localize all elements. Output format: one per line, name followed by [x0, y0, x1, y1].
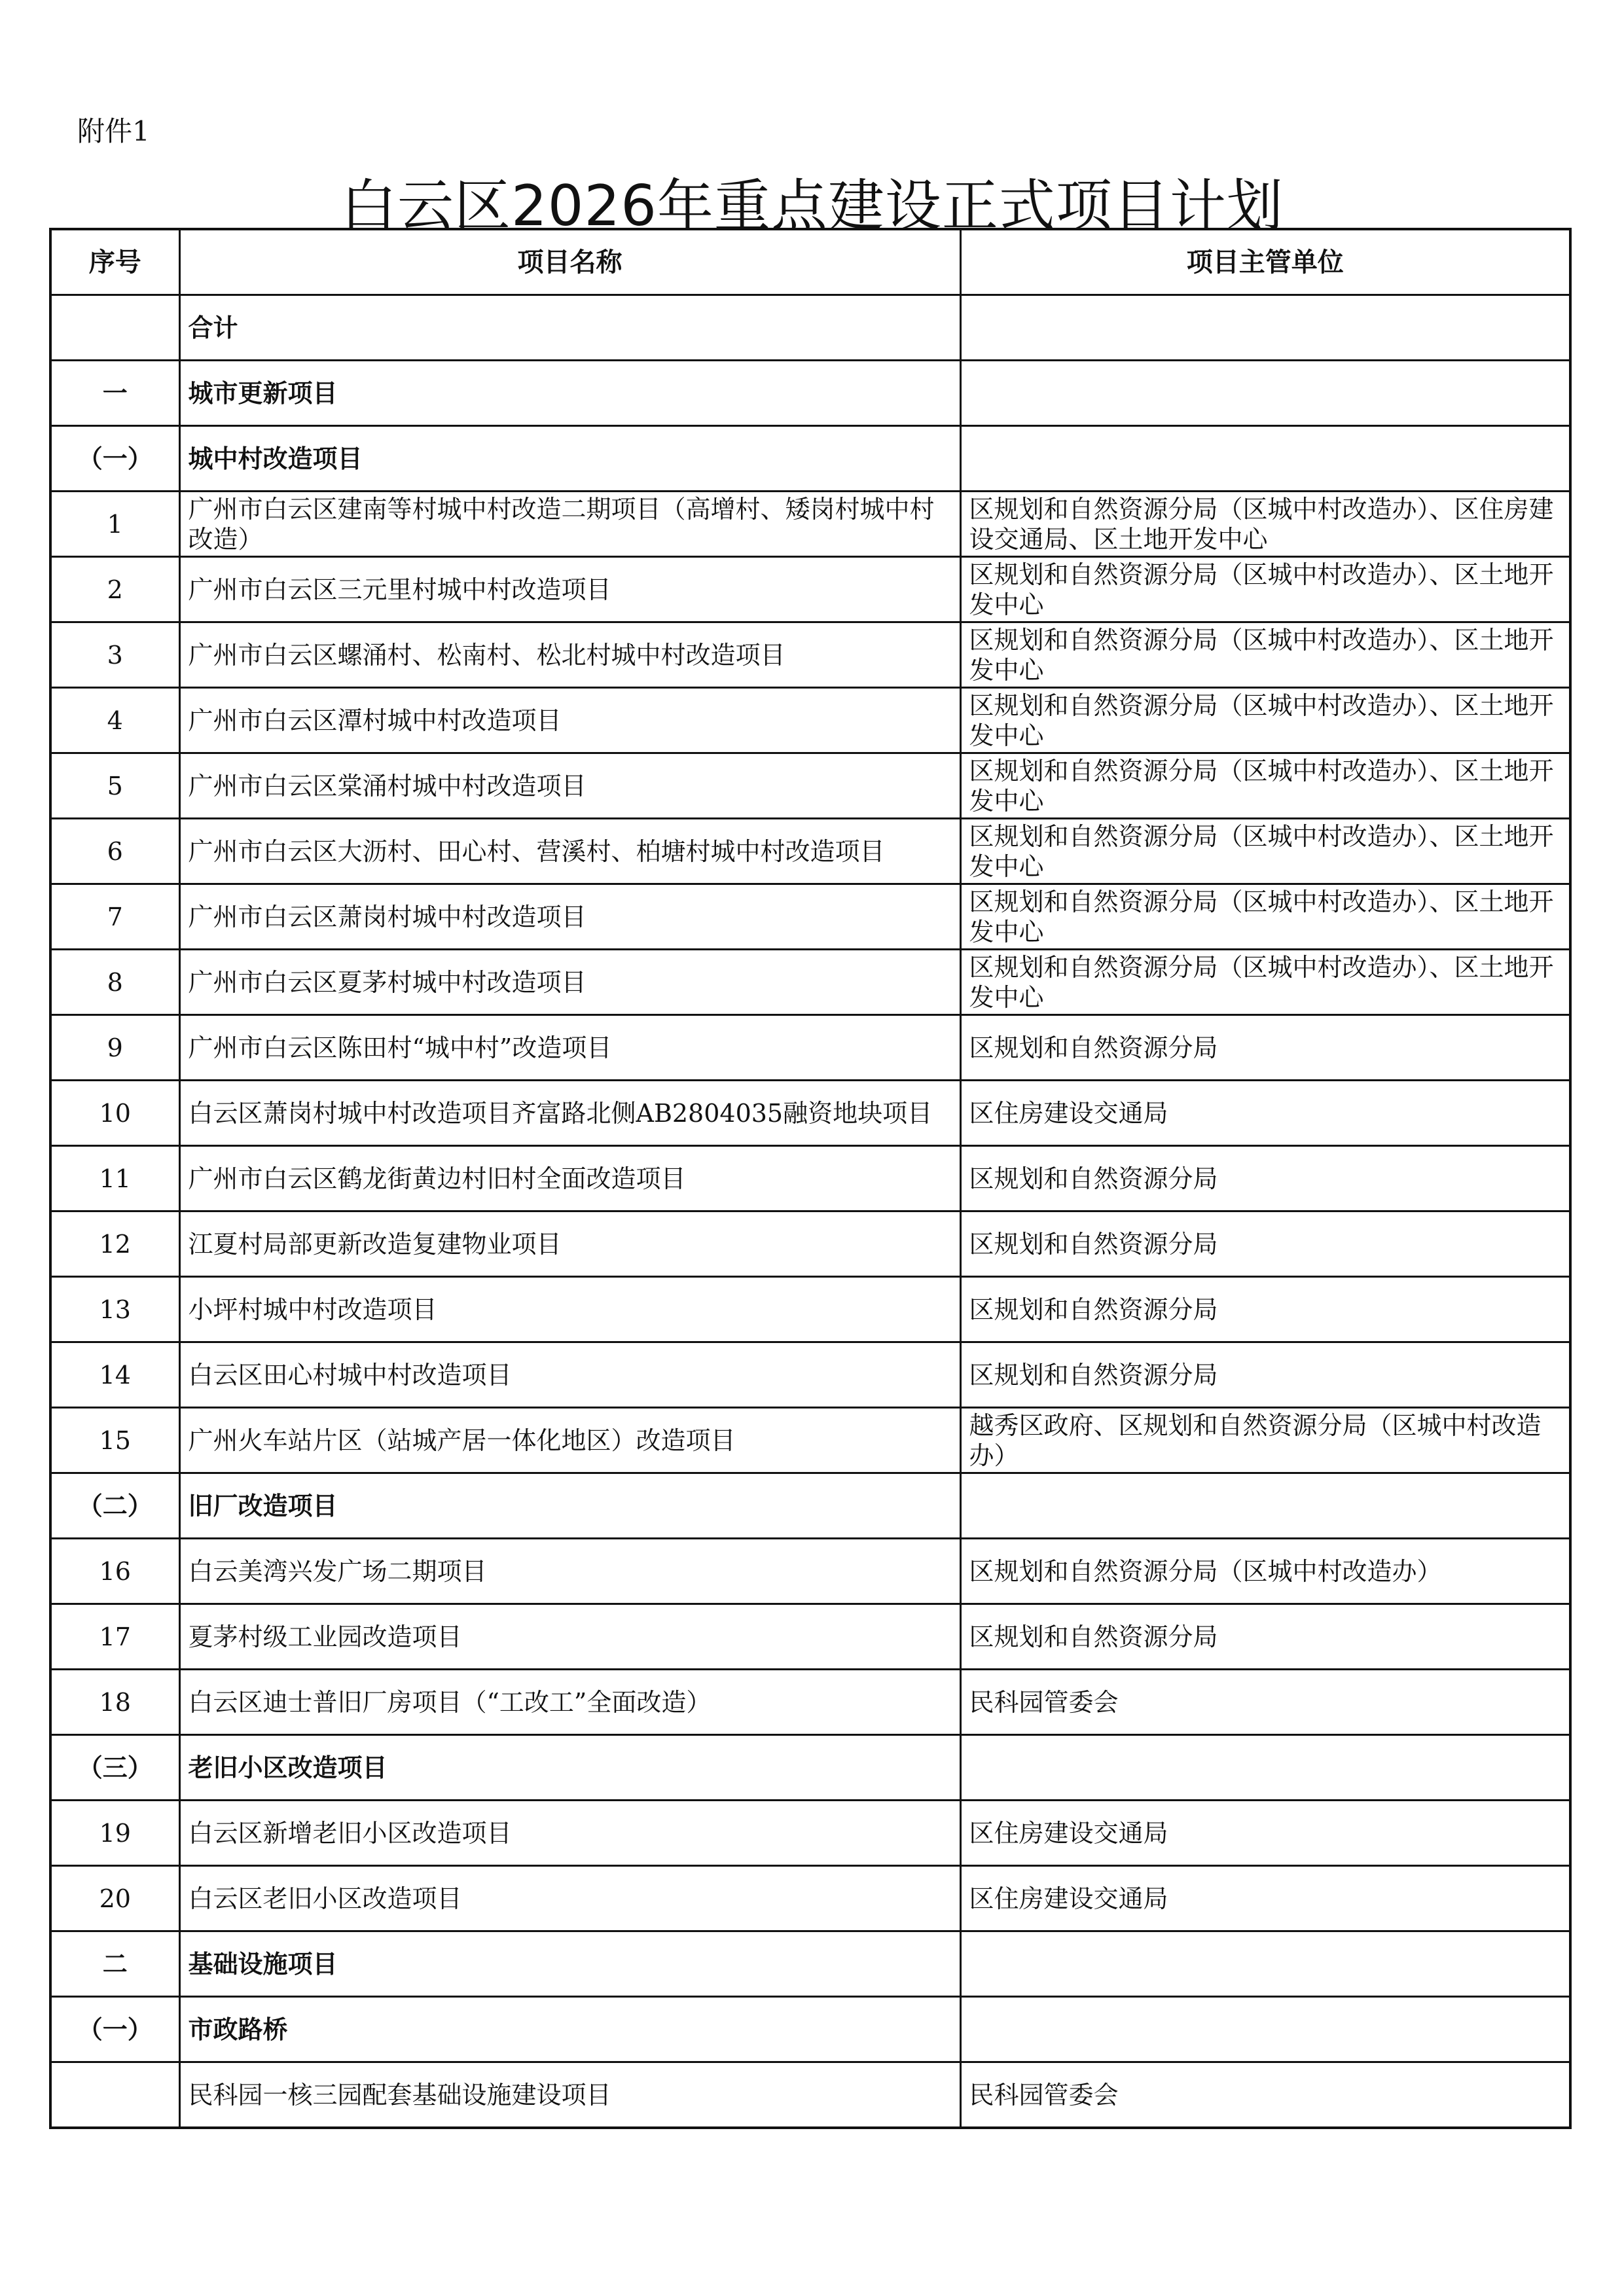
responsible-unit — [960, 1931, 1570, 1997]
row-number: 12 — [50, 1211, 179, 1277]
project-name: 广州市白云区夏茅村城中村改造项目 — [179, 950, 960, 1015]
project-name: 广州市白云区棠涌村城中村改造项目 — [179, 753, 960, 819]
project-name: 小坪村城中村改造项目 — [179, 1277, 960, 1342]
responsible-unit: 区规划和自然资源分局（区城中村改造办）、区土地开发中心 — [960, 622, 1570, 688]
responsible-unit: 区规划和自然资源分局（区城中村改造办）、区土地开发中心 — [960, 688, 1570, 753]
project-name: 老旧小区改造项目 — [179, 1735, 960, 1801]
row-number: 8 — [50, 950, 179, 1015]
project-name: 广州市白云区大沥村、田心村、营溪村、柏塘村城中村改造项目 — [179, 819, 960, 884]
responsible-unit: 区规划和自然资源分局 — [960, 1277, 1570, 1342]
table-row — [50, 2062, 1570, 2128]
table-row — [50, 1931, 1570, 1997]
row-number: 14 — [50, 1342, 179, 1408]
table-row — [50, 950, 1570, 1015]
table-row — [50, 753, 1570, 819]
table-row — [50, 884, 1570, 950]
responsible-unit: 区规划和自然资源分局 — [960, 1146, 1570, 1211]
row-number: 2 — [50, 557, 179, 622]
table-row — [50, 1866, 1570, 1931]
table-row — [50, 622, 1570, 688]
project-name: 合计 — [179, 295, 960, 361]
responsible-unit: 民科园管委会 — [960, 2062, 1570, 2128]
row-number: 17 — [50, 1604, 179, 1670]
table-row — [50, 1539, 1570, 1604]
responsible-unit: 民科园管委会 — [960, 1670, 1570, 1735]
responsible-unit: 区住房建设交通局 — [960, 1866, 1570, 1931]
table-row — [50, 819, 1570, 884]
header-unit: 项目主管单位 — [960, 229, 1570, 295]
responsible-unit — [960, 1735, 1570, 1801]
header-no: 序号 — [50, 229, 179, 295]
project-table — [49, 228, 1572, 2129]
row-number: 15 — [50, 1408, 179, 1473]
row-number: （三） — [50, 1735, 179, 1801]
row-number: （一） — [50, 426, 179, 492]
row-number: （二） — [50, 1473, 179, 1539]
row-number: 9 — [50, 1015, 179, 1081]
project-name: 基础设施项目 — [179, 1931, 960, 1997]
responsible-unit: 区规划和自然资源分局（区城中村改造办）、区土地开发中心 — [960, 557, 1570, 622]
responsible-unit: 区规划和自然资源分局（区城中村改造办）、区住房建设交通局、区土地开发中心 — [960, 492, 1570, 557]
table-row — [50, 426, 1570, 492]
table-row — [50, 1604, 1570, 1670]
project-name: 广州市白云区建南等村城中村改造二期项目（高增村、矮岗村城中村改造） — [179, 492, 960, 557]
row-number: 18 — [50, 1670, 179, 1735]
project-name: 广州火车站片区（站城产居一体化地区）改造项目 — [179, 1408, 960, 1473]
table-row — [50, 1277, 1570, 1342]
project-name: 白云区迪士普旧厂房项目（“工改工”全面改造） — [179, 1670, 960, 1735]
table-row — [50, 1146, 1570, 1211]
project-name: 广州市白云区潭村城中村改造项目 — [179, 688, 960, 753]
project-name: 城中村改造项目 — [179, 426, 960, 492]
row-number: 4 — [50, 688, 179, 753]
project-name: 城市更新项目 — [179, 361, 960, 426]
row-number — [50, 2062, 179, 2128]
table-row — [50, 557, 1570, 622]
project-name: 市政路桥 — [179, 1997, 960, 2062]
project-name: 广州市白云区三元里村城中村改造项目 — [179, 557, 960, 622]
responsible-unit — [960, 1473, 1570, 1539]
row-number: （一） — [50, 1997, 179, 2062]
row-number: 3 — [50, 622, 179, 688]
table-row — [50, 1408, 1570, 1473]
table-row — [50, 1015, 1570, 1081]
row-number: 5 — [50, 753, 179, 819]
document-title: 白云区2026年重点建设正式项目计划 — [340, 173, 1284, 239]
row-number: 6 — [50, 819, 179, 884]
project-name: 白云美湾兴发广场二期项目 — [179, 1539, 960, 1604]
project-name: 广州市白云区螺涌村、松南村、松北村城中村改造项目 — [179, 622, 960, 688]
table-row — [50, 1473, 1570, 1539]
table-row — [50, 361, 1570, 426]
responsible-unit: 区住房建设交通局 — [960, 1081, 1570, 1146]
project-name: 夏茅村级工业园改造项目 — [179, 1604, 960, 1670]
row-number: 二 — [50, 1931, 179, 1997]
responsible-unit: 区规划和自然资源分局（区城中村改造办）、区土地开发中心 — [960, 950, 1570, 1015]
row-number: 7 — [50, 884, 179, 950]
table-row — [50, 295, 1570, 361]
table-row — [50, 1670, 1570, 1735]
project-name: 白云区萧岗村城中村改造项目齐富路北侧AB2804035融资地块项目 — [179, 1081, 960, 1146]
row-number: 16 — [50, 1539, 179, 1604]
responsible-unit: 区规划和自然资源分局 — [960, 1211, 1570, 1277]
row-number — [50, 295, 179, 361]
project-name: 白云区新增老旧小区改造项目 — [179, 1801, 960, 1866]
responsible-unit: 区规划和自然资源分局 — [960, 1604, 1570, 1670]
header-project-name: 项目名称 — [179, 229, 960, 295]
table-row — [50, 1801, 1570, 1866]
table-row — [50, 1997, 1570, 2062]
responsible-unit — [960, 361, 1570, 426]
row-number: 11 — [50, 1146, 179, 1211]
project-name: 广州市白云区鹤龙街黄边村旧村全面改造项目 — [179, 1146, 960, 1211]
responsible-unit: 区规划和自然资源分局（区城中村改造办）、区土地开发中心 — [960, 884, 1570, 950]
project-name: 白云区老旧小区改造项目 — [179, 1866, 960, 1931]
project-name: 旧厂改造项目 — [179, 1473, 960, 1539]
responsible-unit: 区规划和自然资源分局（区城中村改造办）、区土地开发中心 — [960, 819, 1570, 884]
row-number: 一 — [50, 361, 179, 426]
project-name: 白云区田心村城中村改造项目 — [179, 1342, 960, 1408]
project-name: 广州市白云区萧岗村城中村改造项目 — [179, 884, 960, 950]
responsible-unit: 区规划和自然资源分局（区城中村改造办） — [960, 1539, 1570, 1604]
project-name: 江夏村局部更新改造复建物业项目 — [179, 1211, 960, 1277]
responsible-unit: 区规划和自然资源分局 — [960, 1342, 1570, 1408]
row-number: 1 — [50, 492, 179, 557]
table-row — [50, 688, 1570, 753]
table-row — [50, 1735, 1570, 1801]
responsible-unit: 区住房建设交通局 — [960, 1801, 1570, 1866]
project-name: 广州市白云区陈田村“城中村”改造项目 — [179, 1015, 960, 1081]
responsible-unit — [960, 1997, 1570, 2062]
table-row — [50, 492, 1570, 557]
project-name: 民科园一核三园配套基础设施建设项目 — [179, 2062, 960, 2128]
responsible-unit — [960, 295, 1570, 361]
row-number: 13 — [50, 1277, 179, 1342]
responsible-unit: 区规划和自然资源分局 — [960, 1015, 1570, 1081]
attachment-label: 附件1 — [77, 115, 150, 147]
table-row — [50, 1211, 1570, 1277]
responsible-unit: 区规划和自然资源分局（区城中村改造办）、区土地开发中心 — [960, 753, 1570, 819]
row-number: 19 — [50, 1801, 179, 1866]
responsible-unit: 越秀区政府、区规划和自然资源分局（区城中村改造办） — [960, 1408, 1570, 1473]
table-header-row — [50, 229, 1570, 295]
table-row — [50, 1081, 1570, 1146]
row-number: 20 — [50, 1866, 179, 1931]
row-number: 10 — [50, 1081, 179, 1146]
table-row — [50, 1342, 1570, 1408]
responsible-unit — [960, 426, 1570, 492]
